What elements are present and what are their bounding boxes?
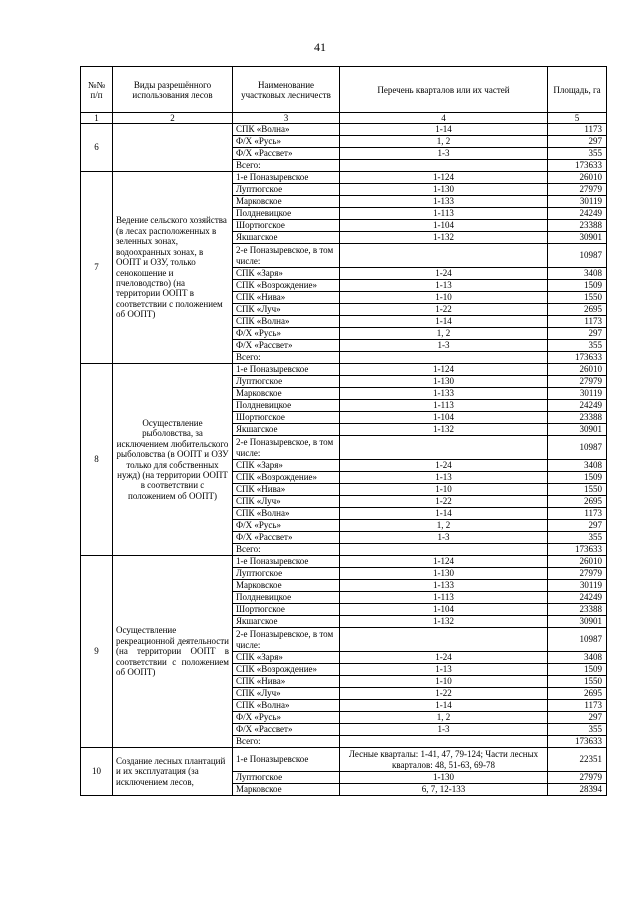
quarters-cell — [340, 436, 548, 460]
table-row — [81, 172, 607, 184]
quarters-cell: 1-3 — [340, 148, 548, 160]
forestry-name-cell: СПК «Возрождение» — [233, 472, 340, 484]
quarters-cell: 6, 7, 12-133 — [340, 784, 548, 796]
forestry-name-cell: Всего: — [233, 544, 340, 556]
forestry-name-cell: Ф/Х «Русь» — [233, 520, 340, 532]
area-cell: 22351 — [548, 748, 607, 772]
forestry-name-cell: Якшагское — [233, 424, 340, 436]
row-number-cell: 6 — [81, 124, 113, 172]
quarters-cell: 1-22 — [340, 304, 548, 316]
quarters-cell: 1-13 — [340, 280, 548, 292]
forestry-name-cell: Луптюгское — [233, 376, 340, 388]
forestry-name-cell: СПК «Луч» — [233, 688, 340, 700]
quarters-cell: 1-130 — [340, 376, 548, 388]
area-cell: 173633 — [548, 736, 607, 748]
use-type-cell — [113, 124, 233, 172]
forestry-name-cell: Всего: — [233, 160, 340, 172]
forestry-name-cell: Якшагское — [233, 232, 340, 244]
area-cell: 1509 — [548, 280, 607, 292]
quarters-cell — [340, 352, 548, 364]
column-number: 5 — [548, 113, 607, 124]
forestry-name-cell: Шортюгское — [233, 220, 340, 232]
area-cell: 10987 — [548, 244, 607, 268]
forestry-name-cell: СПК «Луч» — [233, 304, 340, 316]
header-quarters: Перечень кварталов или их частей — [340, 67, 548, 113]
header-num: №№ п/п — [81, 67, 113, 113]
quarters-cell: 1-3 — [340, 532, 548, 544]
quarters-cell: 1-124 — [340, 556, 548, 568]
area-cell: 30119 — [548, 196, 607, 208]
area-cell: 1550 — [548, 484, 607, 496]
area-cell: 26010 — [548, 364, 607, 376]
area-cell: 30119 — [548, 580, 607, 592]
area-cell: 297 — [548, 712, 607, 724]
area-cell: 27979 — [548, 376, 607, 388]
area-cell: 23388 — [548, 412, 607, 424]
area-cell: 30901 — [548, 424, 607, 436]
area-cell: 3408 — [548, 268, 607, 280]
quarters-cell: 1-130 — [340, 772, 548, 784]
forestry-name-cell: Луптюгское — [233, 772, 340, 784]
area-cell: 3408 — [548, 652, 607, 664]
quarters-cell: 1, 2 — [340, 520, 548, 532]
row-number-cell: 8 — [81, 364, 113, 556]
quarters-cell: 1-132 — [340, 424, 548, 436]
forestry-name-cell: 1-е Поназыревское — [233, 364, 340, 376]
quarters-cell: 1-24 — [340, 268, 548, 280]
forestry-name-cell: Ф/Х «Рассвет» — [233, 532, 340, 544]
forestry-name-cell: Ф/Х «Рассвет» — [233, 340, 340, 352]
area-cell: 355 — [548, 148, 607, 160]
forestry-name-cell: СПК «Волна» — [233, 316, 340, 328]
area-cell: 24249 — [548, 208, 607, 220]
forestry-name-cell: Шортюгское — [233, 412, 340, 424]
use-type-cell: Ведение сельского хозяйства (в лесах расположенных в зеленных зонах, водоохранных зонах, в ООПТ и ОЗУ, только сенокошение и пчеловодство) (на территории ООПТ в соответствии с положением об ООПТ) — [113, 172, 233, 364]
area-cell: 30901 — [548, 616, 607, 628]
forestry-name-cell: СПК «Нива» — [233, 484, 340, 496]
quarters-cell: 1-10 — [340, 676, 548, 688]
column-number: 3 — [233, 113, 340, 124]
area-cell: 26010 — [548, 172, 607, 184]
area-cell: 355 — [548, 724, 607, 736]
forestry-name-cell: Всего: — [233, 352, 340, 364]
table-body — [81, 124, 607, 796]
quarters-cell: 1-133 — [340, 196, 548, 208]
quarters-cell: 1-133 — [340, 580, 548, 592]
area-cell: 1550 — [548, 292, 607, 304]
forestry-name-cell: СПК «Возрождение» — [233, 664, 340, 676]
area-cell: 24249 — [548, 592, 607, 604]
quarters-cell: 1-132 — [340, 232, 548, 244]
use-type-cell: Осуществление рекреационной деятельности (на территории ООПТ в соответствии с положением об ООПТ) — [113, 556, 233, 748]
area-cell: 355 — [548, 340, 607, 352]
quarters-cell: 1-132 — [340, 616, 548, 628]
area-cell: 1550 — [548, 676, 607, 688]
quarters-cell: 1-10 — [340, 292, 548, 304]
quarters-cell: 1-24 — [340, 460, 548, 472]
quarters-cell: 1-14 — [340, 316, 548, 328]
forestry-name-cell: 1-е Поназыревское — [233, 556, 340, 568]
forestry-name-cell: 2-е Поназыревское, в том числе: — [233, 436, 340, 460]
forestry-name-cell: СПК «Волна» — [233, 508, 340, 520]
forestry-name-cell: СПК «Заря» — [233, 460, 340, 472]
area-cell: 30119 — [548, 388, 607, 400]
forestry-name-cell: Луптюгское — [233, 568, 340, 580]
area-cell: 2695 — [548, 496, 607, 508]
area-cell: 297 — [548, 520, 607, 532]
forestry-name-cell: СПК «Волна» — [233, 124, 340, 136]
forestry-name-cell: Марковское — [233, 784, 340, 796]
column-number-row — [81, 113, 607, 124]
table-row — [81, 556, 607, 568]
quarters-cell: 1-133 — [340, 388, 548, 400]
forestry-name-cell: 2-е Поназыревское, в том числе: — [233, 628, 340, 652]
quarters-cell: 1-14 — [340, 508, 548, 520]
forestry-name-cell: СПК «Возрождение» — [233, 280, 340, 292]
quarters-cell — [340, 628, 548, 652]
forestry-name-cell: Полдневицкое — [233, 592, 340, 604]
quarters-cell: 1-13 — [340, 664, 548, 676]
area-cell: 30901 — [548, 232, 607, 244]
quarters-cell: 1-104 — [340, 220, 548, 232]
quarters-cell — [340, 160, 548, 172]
quarters-cell: 1-113 — [340, 400, 548, 412]
forestry-name-cell: Полдневицкое — [233, 400, 340, 412]
header-use-type: Виды разрешённого использования лесов — [113, 67, 233, 113]
table-header-row — [81, 67, 607, 113]
header-area: Площадь, га — [548, 67, 607, 113]
quarters-cell: 1-113 — [340, 592, 548, 604]
forestry-name-cell: Ф/Х «Русь» — [233, 136, 340, 148]
quarters-cell — [340, 244, 548, 268]
forestry-name-cell: 1-е Поназыревское — [233, 172, 340, 184]
use-type-cell: Осуществление рыболовства, за исключением любительского рыболовства (в ООПТ и ОЗУ только для собственных нужд) (на территории ООПТ в соответствии с положением об ООПТ) — [113, 364, 233, 556]
area-cell: 2695 — [548, 304, 607, 316]
forestry-name-cell: Марковское — [233, 388, 340, 400]
area-cell: 10987 — [548, 436, 607, 460]
forestry-name-cell: СПК «Нива» — [233, 676, 340, 688]
quarters-cell: 1-3 — [340, 340, 548, 352]
area-cell: 1173 — [548, 508, 607, 520]
use-type-cell: Создание лесных плантаций и их эксплуатация (за исключением лесов, — [113, 748, 233, 796]
quarters-cell: 1, 2 — [340, 136, 548, 148]
quarters-cell: 1-130 — [340, 184, 548, 196]
area-cell: 3408 — [548, 460, 607, 472]
column-number: 4 — [340, 113, 548, 124]
quarters-cell: 1-3 — [340, 724, 548, 736]
forestry-name-cell: СПК «Заря» — [233, 652, 340, 664]
forestry-name-cell: Ф/Х «Русь» — [233, 712, 340, 724]
forestry-name-cell: Якшагское — [233, 616, 340, 628]
quarters-cell: 1-14 — [340, 700, 548, 712]
area-cell: 1509 — [548, 472, 607, 484]
area-cell: 355 — [548, 532, 607, 544]
quarters-cell — [340, 544, 548, 556]
table-row — [81, 748, 607, 772]
table-row — [81, 364, 607, 376]
quarters-cell: 1-22 — [340, 496, 548, 508]
area-cell: 1173 — [548, 700, 607, 712]
forestry-name-cell: СПК «Заря» — [233, 268, 340, 280]
forestry-name-cell: СПК «Луч» — [233, 496, 340, 508]
area-cell: 27979 — [548, 568, 607, 580]
area-cell: 27979 — [548, 184, 607, 196]
column-number: 1 — [81, 113, 113, 124]
quarters-cell: 1-124 — [340, 172, 548, 184]
quarters-cell: 1, 2 — [340, 328, 548, 340]
forestry-name-cell: Марковское — [233, 196, 340, 208]
forest-use-table — [80, 66, 607, 796]
quarters-cell: 1-104 — [340, 604, 548, 616]
quarters-cell — [340, 736, 548, 748]
area-cell: 173633 — [548, 544, 607, 556]
area-cell: 23388 — [548, 604, 607, 616]
area-cell: 27979 — [548, 772, 607, 784]
forestry-name-cell: 2-е Поназыревское, в том числе: — [233, 244, 340, 268]
forestry-name-cell: Шортюгское — [233, 604, 340, 616]
area-cell: 24249 — [548, 400, 607, 412]
quarters-cell: 1-124 — [340, 364, 548, 376]
forestry-name-cell: Ф/Х «Русь» — [233, 328, 340, 340]
forestry-name-cell: Всего: — [233, 736, 340, 748]
area-cell: 297 — [548, 136, 607, 148]
quarters-cell: Лесные кварталы: 1-41, 47, 79-124; Части лесных кварталов: 48, 51-63, 69-78 — [340, 748, 548, 772]
area-cell: 28394 — [548, 784, 607, 796]
quarters-cell: 1-104 — [340, 412, 548, 424]
quarters-cell: 1-130 — [340, 568, 548, 580]
quarters-cell: 1-14 — [340, 124, 548, 136]
quarters-cell: 1-22 — [340, 688, 548, 700]
header-forestry: Наименование участковых лесничеств — [233, 67, 340, 113]
row-number-cell: 7 — [81, 172, 113, 364]
forestry-name-cell: Полдневицкое — [233, 208, 340, 220]
forestry-name-cell: 1-е Поназыревское — [233, 748, 340, 772]
area-cell: 297 — [548, 328, 607, 340]
page-number: 41 — [314, 40, 326, 54]
area-cell: 173633 — [548, 352, 607, 364]
area-cell: 1173 — [548, 316, 607, 328]
row-number-cell: 9 — [81, 556, 113, 748]
quarters-cell: 1, 2 — [340, 712, 548, 724]
row-number-cell: 10 — [81, 748, 113, 796]
quarters-cell: 1-10 — [340, 484, 548, 496]
area-cell: 10987 — [548, 628, 607, 652]
area-cell: 1173 — [548, 124, 607, 136]
area-cell: 26010 — [548, 556, 607, 568]
column-number: 2 — [113, 113, 233, 124]
table-row — [81, 124, 607, 136]
area-cell: 23388 — [548, 220, 607, 232]
forestry-name-cell: Марковское — [233, 580, 340, 592]
forestry-name-cell: СПК «Нива» — [233, 292, 340, 304]
forestry-name-cell: Ф/Х «Рассвет» — [233, 724, 340, 736]
forestry-name-cell: Ф/Х «Рассвет» — [233, 148, 340, 160]
quarters-cell: 1-113 — [340, 208, 548, 220]
forestry-name-cell: СПК «Волна» — [233, 700, 340, 712]
quarters-cell: 1-13 — [340, 472, 548, 484]
area-cell: 2695 — [548, 688, 607, 700]
forestry-name-cell: Луптюгское — [233, 184, 340, 196]
quarters-cell: 1-24 — [340, 652, 548, 664]
area-cell: 173633 — [548, 160, 607, 172]
area-cell: 1509 — [548, 664, 607, 676]
